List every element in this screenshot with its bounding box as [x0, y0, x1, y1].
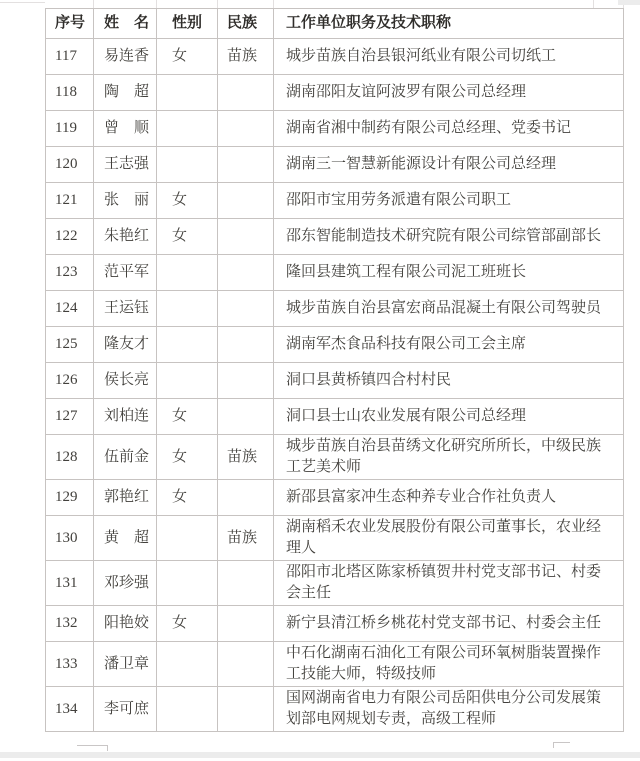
cell-name: 黄 超: [94, 516, 157, 561]
cell-ethnic: [218, 327, 274, 363]
page-corner-mark: [553, 742, 570, 748]
cell-gender: 女: [157, 183, 218, 219]
cell-name: 邓珍强: [94, 561, 157, 606]
cell-ethnic: [218, 219, 274, 255]
cell-position: 洞口县士山农业发展有限公司总经理: [274, 399, 624, 435]
col-header-ethnic: 民族: [218, 9, 274, 39]
table-row: [46, 480, 624, 516]
column-guide-mark: [156, 0, 157, 8]
cell-position: 城步苗族自治县富宏商品混凝土有限公司驾驶员: [274, 291, 624, 327]
table-row: [46, 147, 624, 183]
cell-position: 国网湖南省电力有限公司岳阳供电分公司发展策划部电网规划专责，高级工程师: [274, 687, 624, 732]
cell-gender: 女: [157, 399, 218, 435]
cell-ethnic: [218, 363, 274, 399]
cell-gender: [157, 561, 218, 606]
cell-gender: [157, 147, 218, 183]
cell-name: 李可庶: [94, 687, 157, 732]
cell-ethnic: [218, 75, 274, 111]
cell-ethnic: [218, 561, 274, 606]
cell-name: 伍前金: [94, 435, 157, 480]
cell-no: 121: [46, 183, 94, 219]
col-header-name: 姓 名: [94, 9, 157, 39]
cell-gender: [157, 516, 218, 561]
table-row: [46, 561, 624, 606]
cell-position: 新宁县清江桥乡桃花村党支部书记、村委会主任: [274, 606, 624, 642]
cell-no: 118: [46, 75, 94, 111]
cell-no: 133: [46, 642, 94, 687]
cell-name: 王运钰: [94, 291, 157, 327]
cell-gender: 女: [157, 219, 218, 255]
table-row: [46, 255, 624, 291]
cell-position: 隆回县建筑工程有限公司泥工班班长: [274, 255, 624, 291]
cell-ethnic: [218, 147, 274, 183]
cell-gender: [157, 642, 218, 687]
table-row: [46, 642, 624, 687]
cell-name: 曾 顺: [94, 111, 157, 147]
honor-roll-table: [45, 8, 624, 732]
cell-no: 130: [46, 516, 94, 561]
cell-position: 湖南三一智慧新能源设计有限公司总经理: [274, 147, 624, 183]
cell-name: 朱艳红: [94, 219, 157, 255]
col-header-gender: 性别: [157, 9, 218, 39]
table-row: [46, 516, 624, 561]
column-guide-mark: [593, 0, 594, 8]
cell-name: 阳艳姣: [94, 606, 157, 642]
cell-ethnic: [218, 480, 274, 516]
cell-gender: [157, 255, 218, 291]
cell-no: 132: [46, 606, 94, 642]
cell-position: 湖南稻禾农业发展股份有限公司董事长，农业经理人: [274, 516, 624, 561]
table-row: [46, 75, 624, 111]
cell-gender: [157, 687, 218, 732]
cell-position: 湖南邵阳友谊阿波罗有限公司总经理: [274, 75, 624, 111]
cell-ethnic: [218, 183, 274, 219]
page-edge-line: [0, 2, 45, 3]
cell-no: 127: [46, 399, 94, 435]
cell-gender: [157, 291, 218, 327]
table-header-row: [46, 9, 624, 39]
cell-gender: [157, 75, 218, 111]
cell-name: 隆友才: [94, 327, 157, 363]
cell-name: 张 丽: [94, 183, 157, 219]
cell-no: 129: [46, 480, 94, 516]
cell-ethnic: 苗族: [218, 435, 274, 480]
cell-name: 易连香: [94, 39, 157, 75]
cell-gender: [157, 111, 218, 147]
cell-no: 124: [46, 291, 94, 327]
cell-ethnic: [218, 255, 274, 291]
cell-gender: 女: [157, 435, 218, 480]
table-row: [46, 183, 624, 219]
cell-gender: 女: [157, 480, 218, 516]
cell-gender: [157, 327, 218, 363]
cell-no: 131: [46, 561, 94, 606]
cell-ethnic: [218, 687, 274, 732]
cell-ethnic: 苗族: [218, 39, 274, 75]
cell-position: 湖南省湘中制药有限公司总经理、党委书记: [274, 111, 624, 147]
cell-position: 城步苗族自治县银河纸业有限公司切纸工: [274, 39, 624, 75]
cell-no: 123: [46, 255, 94, 291]
cell-position: 城步苗族自治县苗绣文化研究所所长，中级民族工艺美术师: [274, 435, 624, 480]
table-row: [46, 327, 624, 363]
cell-name: 陶 超: [94, 75, 157, 111]
cell-gender: 女: [157, 39, 218, 75]
column-guide-mark: [273, 0, 274, 8]
col-header-position: 工作单位职务及技术职称: [274, 9, 624, 39]
cell-name: 范平军: [94, 255, 157, 291]
cell-gender: 女: [157, 606, 218, 642]
cell-no: 119: [46, 111, 94, 147]
cell-no: 125: [46, 327, 94, 363]
cell-no: 128: [46, 435, 94, 480]
page-corner-mark: [77, 745, 108, 751]
cell-position: 邵阳市宝用劳务派遣有限公司职工: [274, 183, 624, 219]
cell-name: 郭艳红: [94, 480, 157, 516]
cell-ethnic: [218, 111, 274, 147]
table-row: [46, 291, 624, 327]
col-header-no: 序号: [46, 9, 94, 39]
page-bottom-band: [0, 752, 640, 758]
cell-position: 邵东智能制造技术研究院有限公司综管部副部长: [274, 219, 624, 255]
table-body: [46, 39, 624, 732]
table-row: [46, 606, 624, 642]
cell-name: 刘柏连: [94, 399, 157, 435]
cell-position: 中石化湖南石油化工有限公司环氧树脂装置操作工技能大师，特级技师: [274, 642, 624, 687]
cell-ethnic: [218, 291, 274, 327]
cell-position: 邵阳市北塔区陈家桥镇贺井村党支部书记、村委会主任: [274, 561, 624, 606]
cell-name: 王志强: [94, 147, 157, 183]
cell-no: 122: [46, 219, 94, 255]
cell-name: 侯长亮: [94, 363, 157, 399]
table-row: [46, 363, 624, 399]
table-row: [46, 111, 624, 147]
table-row: [46, 435, 624, 480]
cell-no: 117: [46, 39, 94, 75]
table-row: [46, 687, 624, 732]
cell-no: 126: [46, 363, 94, 399]
column-guide-mark: [217, 0, 218, 8]
cell-ethnic: [218, 606, 274, 642]
cell-position: 新邵县富家冲生态种养专业合作社负责人: [274, 480, 624, 516]
cell-ethnic: [218, 642, 274, 687]
table-row: [46, 219, 624, 255]
table-row: [46, 399, 624, 435]
cell-no: 120: [46, 147, 94, 183]
cell-ethnic: 苗族: [218, 516, 274, 561]
cell-gender: [157, 363, 218, 399]
table-row: [46, 39, 624, 75]
column-guide-mark: [93, 0, 94, 8]
cell-ethnic: [218, 399, 274, 435]
cell-no: 134: [46, 687, 94, 732]
cell-position: 洞口县黄桥镇四合村村民: [274, 363, 624, 399]
cell-position: 湖南军杰食品科技有限公司工会主席: [274, 327, 624, 363]
cell-name: 潘卫章: [94, 642, 157, 687]
page-edge-patch: [618, 0, 640, 5]
